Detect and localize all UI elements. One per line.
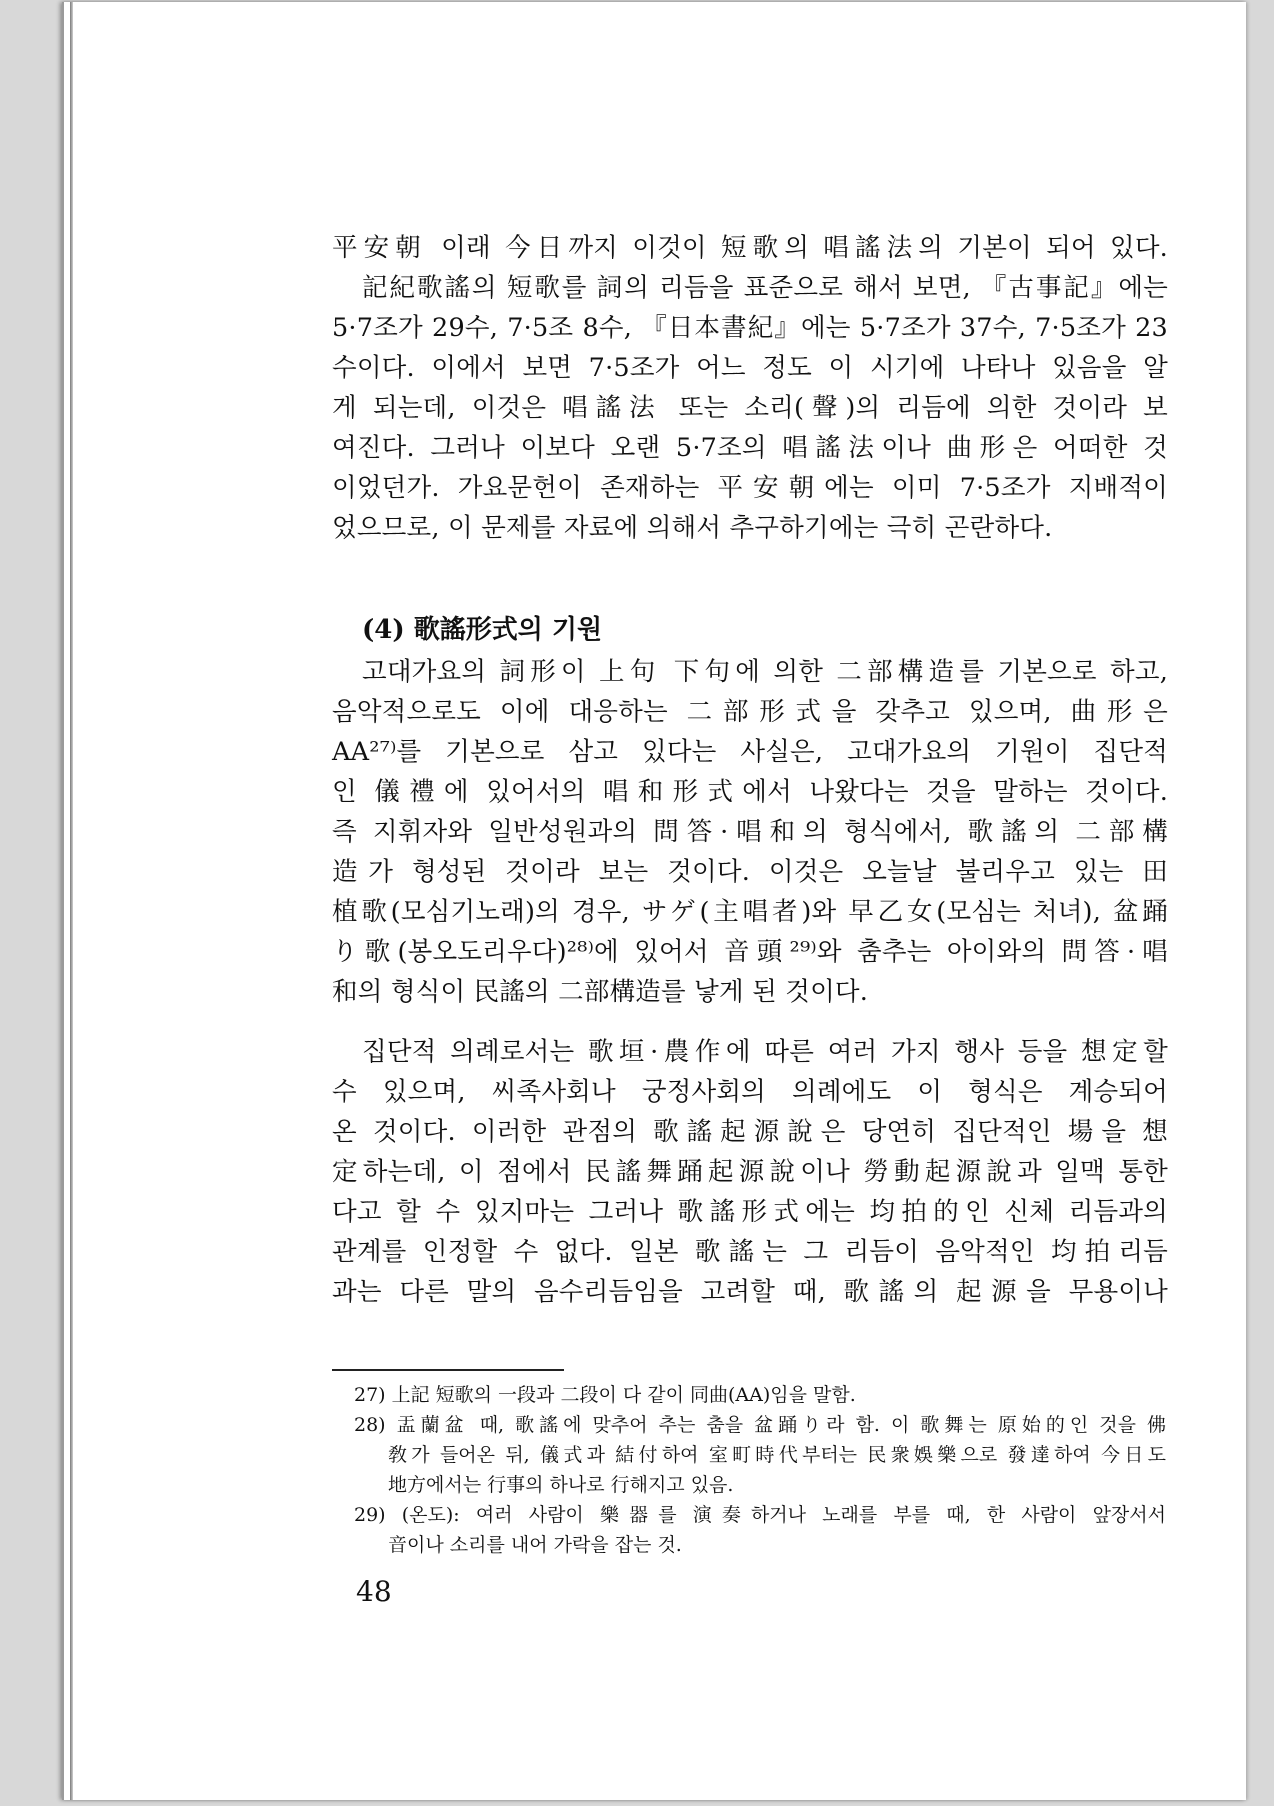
footnote-29-continued: 音이나 소리를 내어 가락을 잡는 것. — [388, 1534, 682, 1556]
text-line: 다고 할 수 있지마는 그러나 歌謠形式에는 均拍的인 신체 리듬과의 — [332, 1197, 1168, 1227]
text-line: 관계를 인정할 수 없다. 일본 歌謠는 그 리듬이 음악적인 均拍리듬 — [332, 1237, 1168, 1267]
text-line: 음악적으로도 이에 대응하는 二部形式을 갖추고 있으며, 曲形은 — [332, 697, 1168, 727]
text-line: 수이다. 이에서 보면 7·5조가 어느 정도 이 시기에 나타나 있음을 알 — [332, 353, 1168, 383]
footnote-27: 27) 上記 短歌의 一段과 二段이 다 같이 同曲(AA)임을 말함. — [354, 1384, 856, 1406]
text-line: 여진다. 그러나 이보다 오랜 5·7조의 唱謠法이나 曲形은 어떠한 것 — [332, 433, 1168, 463]
text-line: 수 있으며, 씨족사회나 궁정사회의 의례에도 이 형식은 계승되어 — [332, 1077, 1168, 1107]
text-line: 定하는데, 이 점에서 民謠舞踊起源說이나 勞動起源說과 일맥 통한 — [332, 1157, 1168, 1187]
text-line: 造가 형성된 것이라 보는 것이다. 이것은 오늘날 불리우고 있는 田 — [332, 857, 1168, 887]
section-heading: (4) 歌謠形式의 기원 — [362, 615, 603, 645]
text-line: 고대가요의 詞形이 上句 下句에 의한 二部構造를 기본으로 하고, — [362, 657, 1168, 687]
footnote-29: 29) (온도): 여러 사람이 樂器를 演奏하거나 노래를 부를 때, 한 사람이 앞장서서 — [354, 1504, 1166, 1526]
text-line: 이었던가. 가요문헌이 존재하는 平安朝에는 이미 7·5조가 지배적이 — [332, 473, 1168, 503]
footnote-28-continued: 敎가 들어온 뒤, 儀式과 結付하여 室町時代부터는 民衆娛樂으로 發達하여 今日도 — [388, 1444, 1166, 1466]
text-line: 記紀歌謠의 短歌를 詞의 리듬을 표준으로 해서 보면, 『古事記』에는 — [362, 273, 1168, 303]
text-line: 5·7조가 29수, 7·5조 8수, 『日本書紀』에는 5·7조가 37수, 7·5조가 23 — [332, 313, 1168, 343]
text-line: 植歌(모심기노래)의 경우, サゲ(主唱者)와 早乙女(모심는 처녀), 盆踊 — [332, 897, 1168, 927]
text-line: り歌(봉오도리우다)²⁸⁾에 있어서 音頭²⁹⁾와 춤추는 아이와의 問答·唱 — [332, 937, 1168, 967]
footnote-28-continued: 地方에서는 行事의 하나로 行해지고 있음. — [388, 1474, 734, 1496]
text-line: 게 되는데, 이것은 唱謠法 또는 소리(聲)의 리듬에 의한 것이라 보 — [332, 393, 1168, 423]
book-page — [62, 2, 1246, 1800]
text-line: 즉 지휘자와 일반성원과의 問答·唱和의 형식에서, 歌謠의 二部構 — [332, 817, 1168, 847]
text-line: 과는 다른 말의 음수리듬임을 고려할 때, 歌謠의 起源을 무용이나 — [332, 1277, 1168, 1307]
page-number: 48 — [356, 1575, 392, 1608]
text-line: 집단적 의례로서는 歌垣·農作에 따른 여러 가지 행사 등을 想定할 — [362, 1037, 1168, 1067]
text-line: 온 것이다. 이러한 관점의 歌謠起源說은 당연히 집단적인 場을 想 — [332, 1117, 1168, 1147]
footnote-28: 28) 盂蘭盆 때, 歌謠에 맞추어 추는 춤을 盆踊り라 함. 이 歌舞는 原始的인 것을 佛 — [354, 1414, 1166, 1436]
text-line: AA²⁷⁾를 기본으로 삼고 있다는 사실은, 고대가요의 기원이 집단적 — [332, 737, 1168, 767]
text-line: 인 儀禮에 있어서의 唱和形式에서 나왔다는 것을 말하는 것이다. — [332, 777, 1168, 807]
text-line: 平安朝 이래 今日까지 이것이 短歌의 唱謠法의 기본이 되어 있다. — [332, 233, 1168, 263]
text-line: 었으므로, 이 문제를 자료에 의해서 추구하기에는 극히 곤란하다. — [332, 513, 1053, 543]
text-line: 和의 형식이 民謠의 二部構造를 낳게 된 것이다. — [332, 977, 869, 1007]
footnote-rule — [332, 1369, 564, 1371]
